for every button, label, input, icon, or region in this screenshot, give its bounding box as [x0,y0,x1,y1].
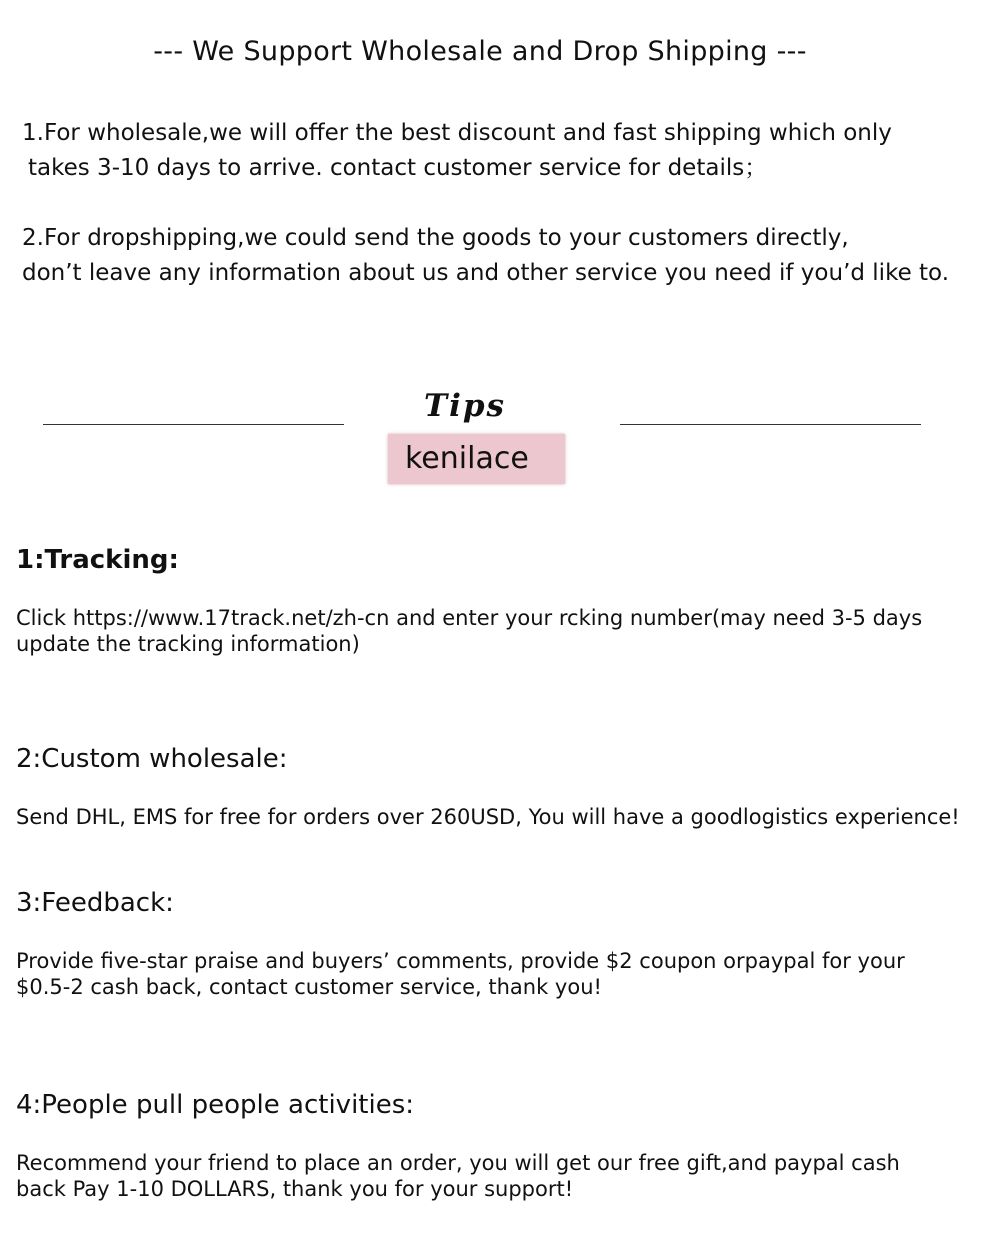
wholesale-text-line-2: takes 3-10 days to arrive. contact customer service for details； [28,155,768,181]
page-title: --- We Support Wholesale and Drop Shipping --- [153,36,807,67]
section-referral-title: 4:People pull people activities: [16,1090,415,1120]
section-tracking-line-2: update the tracking information) [16,632,360,656]
section-wholesale-title: 2:Custom wholesale: [16,744,288,774]
section-feedback-line-1: Provide five-star praise and buyers’ comments, provide $2 coupon orpaypal for your [16,949,905,973]
section-referral-line-1: Recommend your friend to place an order, you will get our free gift,and paypal cash [16,1151,900,1175]
wholesale-text-line-1: 1.For wholesale,we will offer the best discount and fast shipping which only [22,120,892,146]
tips-divider-left [43,424,344,425]
brand-name: kenilace [405,441,529,476]
dropship-text-line-2: don’t leave any information about us and other service you need if you’d like to. [22,260,950,286]
section-tracking-title: 1:Tracking: [16,545,179,575]
tips-divider-right [620,424,921,425]
section-feedback-title: 3:Feedback: [16,888,174,918]
brand-badge [388,434,565,484]
section-tracking-line-1: Click https://www.17track.net/zh-cn and enter your rcking number(may need 3-5 days [16,606,923,630]
section-referral-line-2: back Pay 1-10 DOLLARS, thank you for your support! [16,1177,574,1201]
dropship-text-line-1: 2.For dropshipping,we could send the goods to your customers directly, [22,225,849,251]
tips-heading: Tips [424,388,506,424]
section-wholesale-line-1: Send DHL, EMS for free for orders over 260USD, You will have a goodlogistics experience! [16,805,960,829]
section-feedback-line-2: $0.5-2 cash back, contact customer service, thank you! [16,975,602,999]
